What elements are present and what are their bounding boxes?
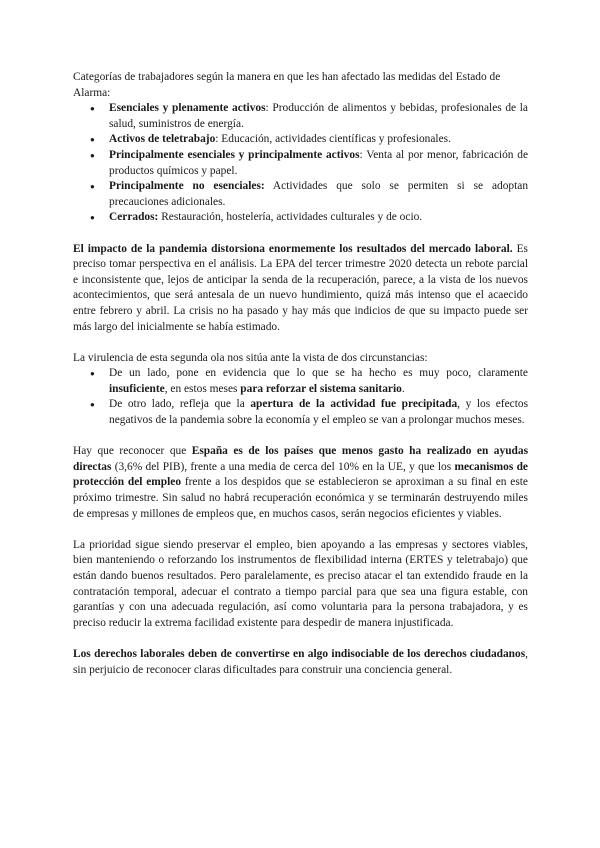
text-run: (3,6% del PIB), frente a una media de cerca del 10% en la UE, y que los [111,460,455,473]
category-desc: Actividades que solo se permiten si se adoptan precauciones adicionales. [109,180,529,208]
impact-paragraph [73,242,528,336]
list-item [109,132,528,148]
bold-run: insuficiente [109,382,165,395]
text-run: , y los efectos negativos de la pandemia sobre la economía y el empleo se van a prolongar muchos meses. [109,398,528,427]
categories-list [73,101,528,226]
virulence-intro: La virulencia de esta segunda ola nos sitúa ante la vista de dos circunstancias: [73,351,428,364]
bold-run: Los derechos laborales deben de convertirse en algo indisociable de los derechos ciudadanos [73,647,526,660]
circumstances-list [73,366,528,428]
bold-run: mecanismos de protección del empleo [73,460,528,489]
category-term: Principalmente esenciales y principalmente activos [109,148,360,161]
list-item [109,101,528,132]
category-term: Esenciales y plenamente activos [109,102,266,115]
list-item [109,397,528,428]
bold-run: apertura de la actividad fue precipitada [250,398,458,411]
list-item [109,179,528,210]
text-run: Hay que reconocer que [73,445,192,458]
list-item [109,210,528,226]
category-desc: Venta al por menor, fabricación de productos químicos y papel. [109,148,528,177]
text-run: . [401,382,405,395]
list-item [109,366,528,397]
bold-run: España es de los países que menos gasto ha realizado en ayudas directas [73,445,528,473]
category-desc: Educación, actividades científicas y profesionales. [218,133,451,146]
text-run: frente a los despidos que se establecieron se aproximan a su final en este próximo trimestre. Sin salud no habrá recuperación económica y se terminarán destruyendo miles de empresas y millones de empleos que, en muchos casos, serán negocios eficientes y viables. [73,476,528,520]
category-desc: Producción de alimentos y bebidas, profesionales de la salud, suministros de energía. [109,102,528,130]
categories-intro: Categorías de trabajadores según la manera en que les han afectado las medidas del Estado de Alarma: [73,71,501,99]
text-run: De otro lado, refleja que la [109,398,251,411]
spain-paragraph [73,444,528,522]
text-run: De un lado, pone en evidencia que lo que se ha hecho es muy poco, claramente [109,367,528,380]
category-sep: : [215,133,219,146]
category-term: Cerrados: [109,211,159,224]
category-term: Principalmente no esenciales: [109,180,265,193]
category-sep: : [359,148,363,161]
impact-body: Es preciso tomar perspectiva en el análisis. La EPA del tercer trimestre 2020 detecta un rebote parcial e inconsistente que, lejos de anticipar la senda de la recuperación, parece, a la vista de los nuevos acontecimientos, que será antesala de un nuevo hundimiento, quizá más intenso que el acaecido entre febrero y abril. La crisis no ha pasado y hay más que indicios de que su impacto puede ser más largo del inicialmente se había estimado. [73,242,528,333]
bold-run: para reforzar el sistema sanitario [240,382,402,395]
impact-heading: El impacto de la pandemia distorsiona enormemente los resultados del mercado laboral. [73,242,513,255]
priority-paragraph: La prioridad sigue siendo preservar el empleo, bien apoyando a las empresas y sectores viables, bien manteniendo o reforzando los instrumentos de flexibilidad interna (ERTES y teletrabajo) que están dando buenos resultados. Pero paralelamente, es preciso atacar el tan extendido fraude en la contratación temporal, adecuar el contrato a tiempo parcial para que sea una figura estable, con garantías y con una adecuada regulación, así como voluntaria para la persona trabajadora, y es preciso reducir la extrema facilidad existente para despedir de manera injustificada. [73,538,528,629]
category-term: Activos de teletrabajo [109,133,216,146]
rights-paragraph [73,647,528,678]
category-desc: Restauración, hostelería, actividades culturales y de ocio. [158,211,423,224]
list-item [109,148,528,179]
text-run: , sin perjuicio de reconocer claras dificultades para construir una conciencia general. [73,647,528,676]
text-run: , en estos meses [164,382,241,395]
category-sep: : [265,102,269,115]
